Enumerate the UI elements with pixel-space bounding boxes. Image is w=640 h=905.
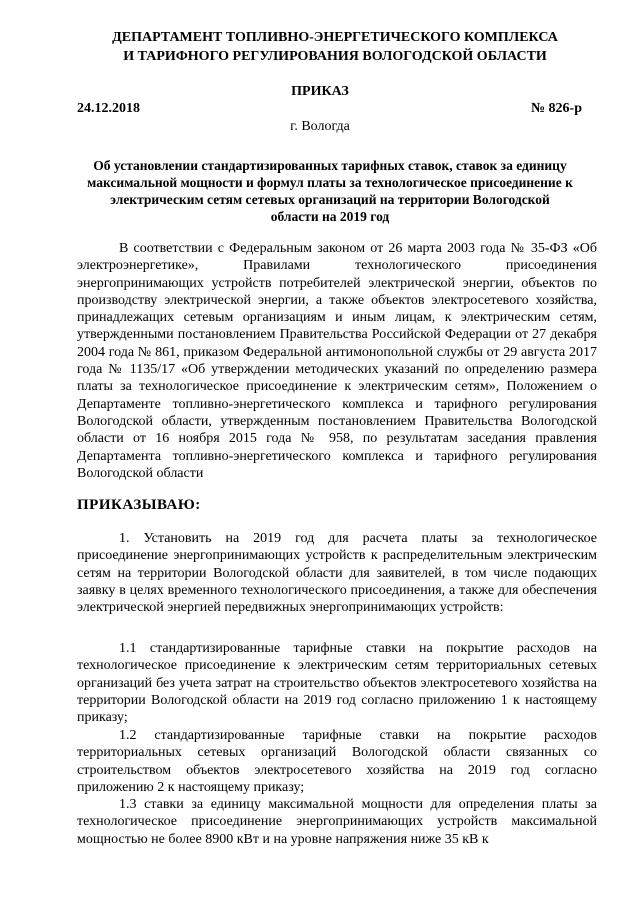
header-line-1: ДЕПАРТАМЕНТ ТОПЛИВНО-ЭНЕРГЕТИЧЕСКОГО КОМПЛЕКСА xyxy=(112,30,558,45)
item-1-paragraph: 1. Установить на 2019 год для расчета платы за технологическое присоединение энергопринимающих устройств к распределительным электрическим сетям на территории Вологодской области для заявителей, в том числе подающих заявку в целях временного технологического присоединения, а также для обеспечения электрической энергией передвижных энергопринимающих устройств: xyxy=(77,531,597,616)
order-number: № 826-р xyxy=(530,101,582,116)
prikazyvayu-heading: ПРИКАЗЫВАЮ: xyxy=(77,497,201,513)
item-1-3-paragraph: 1.3 ставки за единицу максимальной мощности для определения платы за технологическое присоединение энергопринимающих устройств максимальной мощностью не более 8900 кВт и на уровне напряжения ниже 35 кВ к xyxy=(77,797,597,847)
order-date: 24.12.2018 xyxy=(77,101,140,116)
preamble-paragraph: В соответствии с Федеральным законом от 26 марта 2003 года № 35-ФЗ «Об электроэнергетике», Правилами технологического присоединения энергопринимающих устройств потребителей электрической энергии, объектов по производству электрической энергии, а также объектов электросетевого хозяйства, принадлежащих сетевым организациям и иным лицам, к электрическим сетям, утвержденными постановлением Правительства Российской Федерации от 27 декабря 2004 года № 861, приказом Федеральной антимонопольной службы от 29 августа 2017 года № 1135/17 «Об утверждении методических указаний по определению размера платы за технологическое присоединение к электрическим сетям», Положением о Департаменте топливно-энергетического комплекса и тарифного регулирования Вологодской области, утвержденным постановлением Правительства Вологодской области от 16 ноября 2015 года № 958, по результатам заседания правления Департамента топливно-энергетического комплекса и тарифного регулирования Вологодской области xyxy=(77,241,597,481)
header-line-2: И ТАРИФНОГО РЕГУЛИРОВАНИЯ ВОЛОГОДСКОЙ ОБЛАСТИ xyxy=(123,49,547,64)
item-1-2-paragraph: 1.2 стандартизированные тарифные ставки на покрытие расходов территориальных сетевых организаций Вологодской области связанных со строительством объектов электросетевого хозяйства на 2019 год согласно приложению 2 к настоящему приказу; xyxy=(77,728,597,795)
item-1-1-paragraph: 1.1 стандартизированные тарифные ставки на покрытие расходов на технологическое присоединение к электрическим сетям территориальных сетевых организаций без учета затрат на строительство объектов электросетевого хозяйства на территории Вологодской области на 2019 год согласно приложению 1 к настоящему приказу; xyxy=(77,641,597,726)
department-header xyxy=(75,28,595,66)
order-title: ПРИКАЗ xyxy=(291,84,349,99)
order-subject: Об установлении стандартизированных тарифных ставок, ставок за единицу максимальной мощности и формул платы за технологическое присоединение к электрическим сетям сетевых организаций на территории Вологодской области на 2019 год xyxy=(87,158,573,224)
order-city: г. Вологда xyxy=(290,119,350,134)
